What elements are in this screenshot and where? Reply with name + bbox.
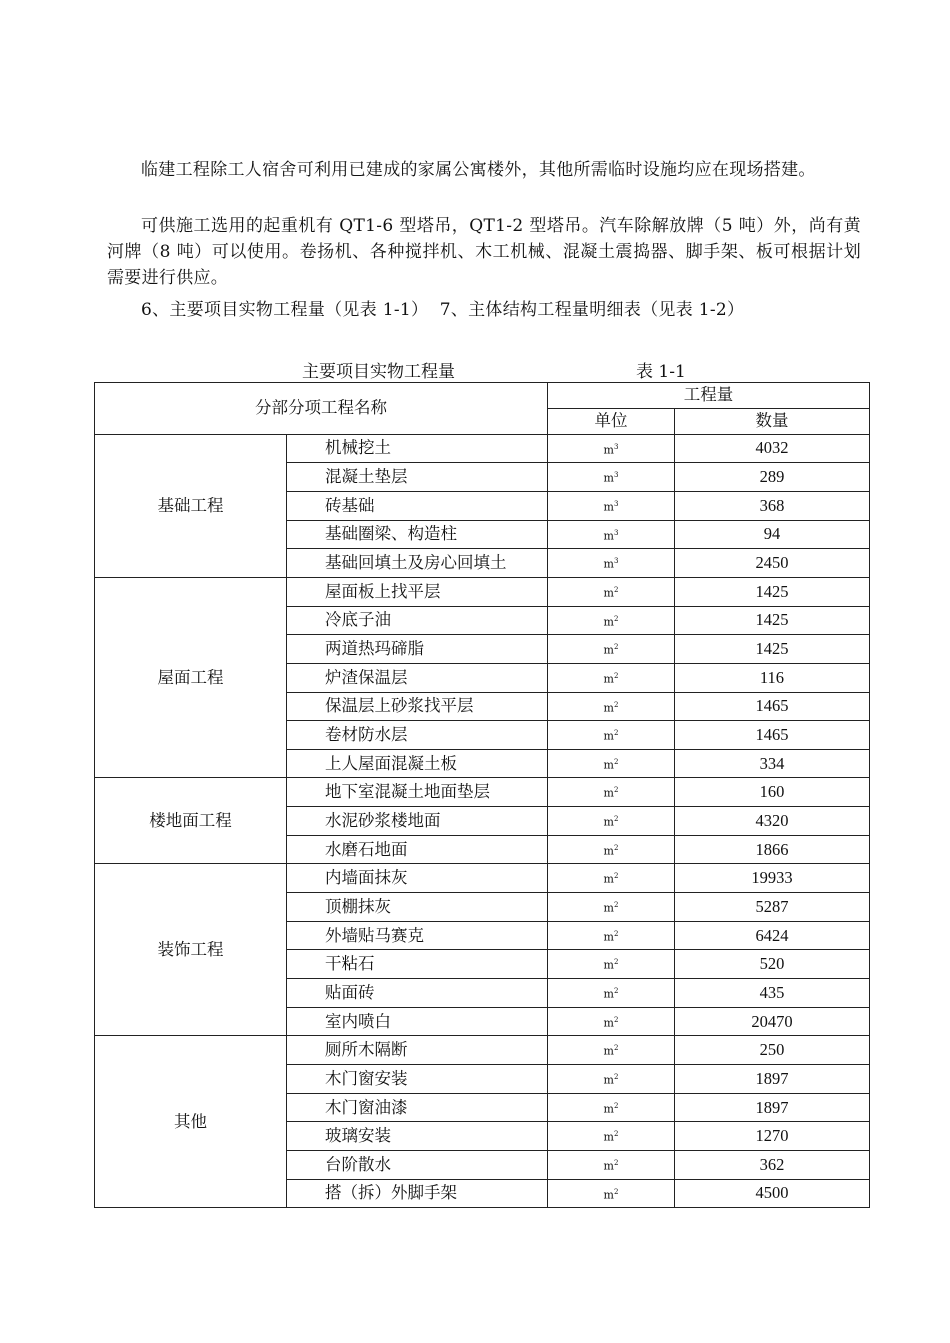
item-name-cell: 砖基础: [287, 491, 548, 520]
unit-cell: [548, 1036, 675, 1065]
item-name-cell: 室内喷白: [287, 1007, 548, 1036]
item-name-cell: 基础圈梁、构造柱: [287, 520, 548, 549]
unit-symbol: m: [603, 471, 614, 485]
unit-cell: [548, 606, 675, 635]
unit-cell: [548, 520, 675, 549]
amount-cell: 4320: [675, 807, 870, 836]
unit-cell: [548, 692, 675, 721]
table-row: [95, 577, 870, 606]
unit-exponent: 2: [613, 987, 619, 996]
unit-symbol: m: [603, 1159, 614, 1173]
unit-symbol: m: [603, 873, 614, 887]
table-number: 表 1-1: [636, 362, 686, 382]
unit-exponent: 2: [613, 585, 619, 594]
quantities-table: [94, 382, 870, 1208]
item-name-cell: 搭（拆）外脚手架: [287, 1179, 548, 1208]
unit-exponent: 2: [613, 843, 619, 852]
table-title: 主要项目实物工程量: [302, 362, 455, 382]
unit-cell: [548, 864, 675, 893]
unit-exponent: 2: [613, 671, 619, 680]
unit-exponent: 3: [613, 528, 619, 537]
unit-symbol: m: [603, 500, 614, 514]
unit-symbol: m: [603, 643, 614, 657]
amount-cell: 19933: [675, 864, 870, 893]
category-cell: 基础工程: [95, 434, 287, 577]
unit-exponent: 2: [613, 757, 619, 766]
unit-exponent: 2: [613, 614, 619, 623]
item-name-cell: 屋面板上找平层: [287, 577, 548, 606]
unit-exponent: 2: [613, 1044, 619, 1053]
amount-cell: 362: [675, 1151, 870, 1180]
unit-exponent: 2: [613, 729, 619, 738]
item-name-cell: 上人屋面混凝土板: [287, 749, 548, 778]
unit-cell: [548, 950, 675, 979]
unit-symbol: m: [603, 1102, 614, 1116]
amount-cell: 1425: [675, 635, 870, 664]
item-name-cell: 台阶散水: [287, 1151, 548, 1180]
item-name-cell: 地下室混凝土地面垫层: [287, 778, 548, 807]
unit-cell: [548, 835, 675, 864]
unit-symbol: m: [603, 586, 614, 600]
unit-cell: [548, 434, 675, 463]
unit-cell: [548, 979, 675, 1008]
unit-symbol: m: [603, 557, 614, 571]
unit-symbol: m: [603, 729, 614, 743]
amount-cell: 520: [675, 950, 870, 979]
category-cell: 屋面工程: [95, 577, 287, 778]
amount-cell: 1425: [675, 606, 870, 635]
item-name-cell: 干粘石: [287, 950, 548, 979]
amount-cell: 1897: [675, 1065, 870, 1094]
unit-exponent: 3: [613, 442, 619, 451]
unit-symbol: m: [603, 1073, 614, 1087]
header-name: 分部分项工程名称: [95, 383, 548, 435]
unit-symbol: m: [603, 672, 614, 686]
table-row: [95, 778, 870, 807]
item-name-cell: 两道热玛碲脂: [287, 635, 548, 664]
unit-cell: [548, 1065, 675, 1094]
unit-cell: [548, 549, 675, 578]
unit-exponent: 2: [613, 1073, 619, 1082]
amount-cell: 1465: [675, 692, 870, 721]
unit-cell: [548, 463, 675, 492]
unit-cell: [548, 577, 675, 606]
item-name-cell: 炉渣保温层: [287, 663, 548, 692]
unit-symbol: m: [603, 1016, 614, 1030]
amount-cell: 1465: [675, 721, 870, 750]
unit-exponent: 2: [613, 643, 619, 652]
amount-cell: 1425: [675, 577, 870, 606]
amount-cell: 6424: [675, 921, 870, 950]
unit-exponent: 2: [613, 1159, 619, 1167]
amount-cell: 1866: [675, 835, 870, 864]
item-name-cell: 贴面砖: [287, 979, 548, 1008]
item-name-cell: 混凝土垫层: [287, 463, 548, 492]
item-name-cell: 玻璃安装: [287, 1122, 548, 1151]
unit-exponent: 2: [613, 958, 619, 967]
unit-exponent: 2: [613, 872, 619, 881]
amount-cell: 5287: [675, 893, 870, 922]
unit-cell: [548, 1179, 675, 1208]
amount-cell: 160: [675, 778, 870, 807]
unit-cell: [548, 721, 675, 750]
item-name-cell: 基础回填土及房心回填土: [287, 549, 548, 578]
unit-symbol: m: [603, 987, 614, 1001]
item-name-cell: 厕所木隔断: [287, 1036, 548, 1065]
table-row: [95, 434, 870, 463]
category-cell: 其他: [95, 1036, 287, 1208]
paragraph-equipment: 可供施工选用的起重机有 QT1-6 型塔吊，QT1-2 型塔吊。汽车除解放牌（5 吨）外，尚有黄河牌（8 吨）可以使用。卷扬机、各种搅拌机、木工机械、混凝土震捣器、脚手架、板可根据计划需要进行供应。: [107, 216, 861, 288]
unit-exponent: 3: [613, 471, 619, 480]
item-name-cell: 木门窗安装: [287, 1065, 548, 1094]
item-name-cell: 外墙贴马赛克: [287, 921, 548, 950]
amount-cell: 94: [675, 520, 870, 549]
item-name-cell: 水泥砂浆楼地面: [287, 807, 548, 836]
amount-cell: 334: [675, 749, 870, 778]
unit-symbol: m: [603, 815, 614, 829]
unit-cell: [548, 1007, 675, 1036]
unit-cell: [548, 635, 675, 664]
unit-exponent: 2: [613, 901, 619, 910]
unit-symbol: m: [603, 901, 614, 915]
unit-cell: [548, 491, 675, 520]
amount-cell: 1270: [675, 1122, 870, 1151]
item-name-cell: 水磨石地面: [287, 835, 548, 864]
unit-exponent: 3: [613, 557, 619, 566]
unit-symbol: m: [603, 930, 614, 944]
unit-symbol: m: [603, 959, 614, 973]
unit-symbol: m: [603, 443, 614, 457]
item-name-cell: 木门窗油漆: [287, 1093, 548, 1122]
item-name-cell: 保温层上砂浆找平层: [287, 692, 548, 721]
table-body: [95, 434, 870, 1208]
unit-exponent: 2: [613, 1101, 619, 1110]
amount-cell: 20470: [675, 1007, 870, 1036]
unit-cell: [548, 1122, 675, 1151]
item-name-cell: 卷材防水层: [287, 721, 548, 750]
unit-exponent: 2: [613, 1187, 619, 1196]
unit-exponent: 2: [613, 815, 619, 824]
amount-cell: 4032: [675, 434, 870, 463]
unit-cell: [548, 807, 675, 836]
unit-cell: [548, 1093, 675, 1122]
category-cell: 装饰工程: [95, 864, 287, 1036]
amount-cell: 2450: [675, 549, 870, 578]
unit-symbol: m: [603, 758, 614, 772]
unit-cell: [548, 749, 675, 778]
unit-symbol: m: [603, 615, 614, 629]
table-row: [95, 864, 870, 893]
unit-symbol: m: [603, 529, 614, 543]
unit-exponent: 3: [613, 499, 619, 508]
unit-symbol: m: [603, 701, 614, 715]
unit-cell: [548, 893, 675, 922]
unit-symbol: m: [603, 1045, 614, 1059]
item-name-cell: 顶棚抹灰: [287, 893, 548, 922]
header-quantity-group: 工程量: [548, 383, 870, 409]
amount-cell: 250: [675, 1036, 870, 1065]
unit-exponent: 2: [613, 1015, 619, 1024]
item-name-cell: 机械挖土: [287, 434, 548, 463]
unit-symbol: m: [603, 1188, 614, 1202]
category-cell: 楼地面工程: [95, 778, 287, 864]
amount-cell: 289: [675, 463, 870, 492]
header-unit: 单位: [548, 408, 675, 434]
unit-cell: [548, 1151, 675, 1180]
amount-cell: 435: [675, 979, 870, 1008]
unit-symbol: m: [603, 1131, 614, 1144]
unit-exponent: 2: [613, 1130, 619, 1139]
unit-exponent: 2: [613, 700, 619, 709]
amount-cell: 1897: [675, 1093, 870, 1122]
amount-cell: 116: [675, 663, 870, 692]
item-name-cell: 冷底子油: [287, 606, 548, 635]
unit-symbol: m: [603, 844, 614, 858]
unit-exponent: 2: [613, 929, 619, 938]
item-name-cell: 内墙面抹灰: [287, 864, 548, 893]
unit-cell: [548, 663, 675, 692]
unit-cell: [548, 778, 675, 807]
table-row: [95, 1036, 870, 1065]
paragraph-table-refs: 6、主要项目实物工程量（见表 1-1） 7、主体结构工程量明细表（见表 1-2）: [141, 300, 745, 320]
unit-cell: [548, 921, 675, 950]
header-amount: 数量: [675, 408, 870, 434]
amount-cell: 368: [675, 491, 870, 520]
unit-symbol: m: [603, 787, 614, 801]
unit-exponent: 2: [613, 786, 619, 795]
paragraph-temporary-works: 临建工程除工人宿舍可利用已建成的家属公寓楼外，其他所需临时设施均应在现场搭建。: [141, 160, 816, 180]
amount-cell: 4500: [675, 1179, 870, 1208]
